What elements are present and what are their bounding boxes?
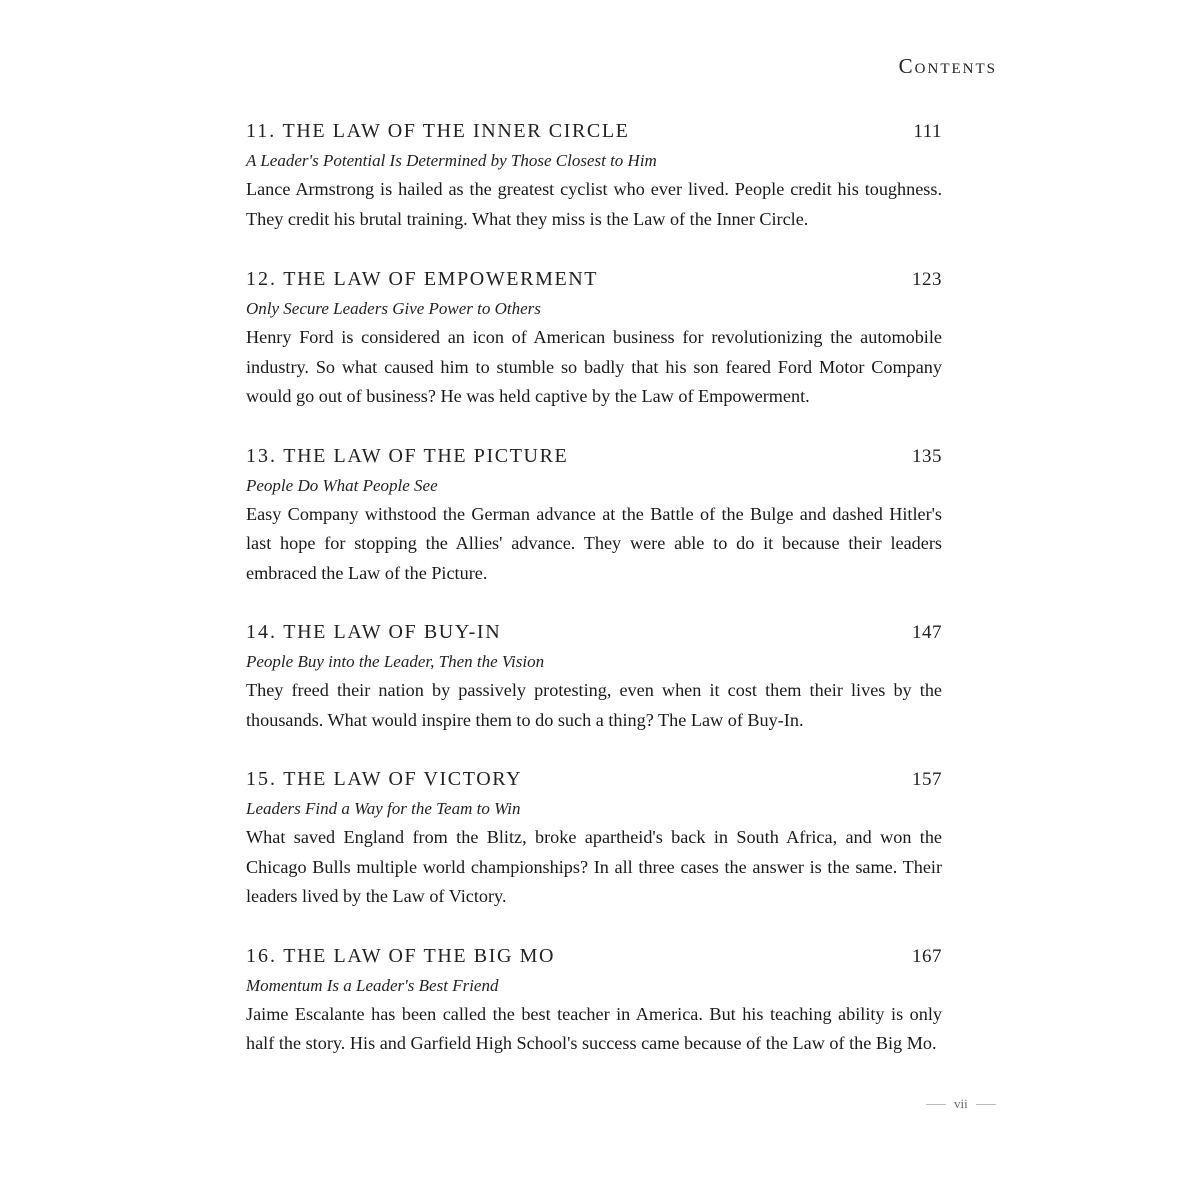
chapter-subtitle: People Buy into the Leader, Then the Vision bbox=[246, 652, 545, 671]
chapter-title-line bbox=[246, 441, 568, 471]
chapter-number: 14. bbox=[246, 621, 277, 643]
page-folio bbox=[926, 1096, 996, 1112]
chapter-title: THE LAW OF THE INNER CIRCLE bbox=[282, 120, 630, 142]
chapter-description: They freed their nation by passively protesting, even when it cost them their lives by the thousands. What would inspire them to do such a thing? The Law of Buy-In. bbox=[246, 680, 942, 730]
chapter-number: 16. bbox=[246, 944, 277, 967]
page-number: 157 bbox=[912, 769, 942, 790]
toc-entry bbox=[246, 617, 942, 735]
chapter-heading bbox=[246, 617, 942, 648]
chapter-description: Lance Armstrong is hailed as the greatest cyclist who ever lived. People credit his toughness. They credit his brutal training. What they miss is the Law of the Inner Circle. bbox=[246, 179, 942, 229]
folio-number: vii bbox=[954, 1096, 968, 1111]
page-number: 123 bbox=[912, 269, 942, 290]
chapter-description: Henry Ford is considered an icon of American business for revolutionizing the automobile industry. So what caused him to stumble so badly that his son feared Ford Motor Company would go out of business? He was held captive by the Law of Empowerment. bbox=[246, 327, 942, 406]
chapter-title: THE LAW OF THE BIG MO bbox=[283, 944, 556, 967]
folio-rule-left bbox=[926, 1104, 946, 1105]
toc-entry bbox=[246, 941, 942, 1059]
chapter-title: THE LAW OF EMPOWERMENT bbox=[283, 268, 599, 290]
chapter-title: THE LAW OF BUY-IN bbox=[283, 621, 502, 643]
chapter-title-line bbox=[246, 764, 522, 794]
toc-entry bbox=[246, 441, 942, 589]
chapter-heading bbox=[246, 941, 942, 972]
chapter-subtitle: Momentum Is a Leader's Best Friend bbox=[246, 975, 499, 995]
chapter-title: THE LAW OF THE PICTURE bbox=[283, 444, 569, 467]
chapter-heading bbox=[246, 264, 942, 295]
chapter-description: Easy Company withstood the German advance at the Battle of the Bulge and dashed Hitler's last hope for stopping the Allies' advance. They were able to do it because their leaders embraced the Law of the Picture. bbox=[246, 503, 942, 583]
folio-rule-right bbox=[976, 1104, 996, 1105]
chapter-heading bbox=[246, 764, 942, 795]
chapter-subtitle: Leaders Find a Way for the Team to Win bbox=[246, 799, 521, 818]
chapter-title-line bbox=[246, 941, 555, 971]
chapter-description: Jaime Escalante has been called the best teacher in America. But his teaching ability is only half the story. His and Garfield High School's success came because of the Law of the Big Mo. bbox=[246, 1003, 942, 1053]
chapter-title: THE LAW OF VICTORY bbox=[283, 768, 523, 790]
chapter-number: 15. bbox=[246, 768, 277, 790]
chapter-heading bbox=[246, 116, 942, 147]
chapter-title-line bbox=[246, 264, 598, 294]
chapter-title-line bbox=[246, 116, 629, 146]
page-number: 167 bbox=[912, 945, 942, 967]
chapter-number: 11. bbox=[246, 120, 277, 142]
chapter-heading bbox=[246, 441, 942, 472]
chapter-subtitle: People Do What People See bbox=[246, 475, 438, 495]
chapter-title-line bbox=[246, 617, 501, 647]
chapter-description: What saved England from the Blitz, broke apartheid's back in South Africa, and won the Chicago Bulls multiple world championships? In all three cases the answer is the same. Their leaders lived by the Law of Victory. bbox=[246, 827, 942, 906]
chapter-subtitle: A Leader's Potential Is Determined by Those Closest to Him bbox=[246, 151, 657, 170]
toc-entry bbox=[246, 116, 942, 234]
toc-entry bbox=[246, 264, 942, 412]
page-number: 111 bbox=[913, 121, 942, 142]
running-head-title: Contents bbox=[898, 54, 997, 78]
page-number: 147 bbox=[912, 622, 942, 643]
chapter-number: 12. bbox=[246, 268, 277, 290]
table-of-contents bbox=[246, 116, 942, 1087]
page-number: 135 bbox=[912, 445, 942, 467]
chapter-number: 13. bbox=[246, 444, 277, 467]
toc-entry bbox=[246, 764, 942, 912]
chapter-subtitle: Only Secure Leaders Give Power to Others bbox=[246, 299, 541, 318]
